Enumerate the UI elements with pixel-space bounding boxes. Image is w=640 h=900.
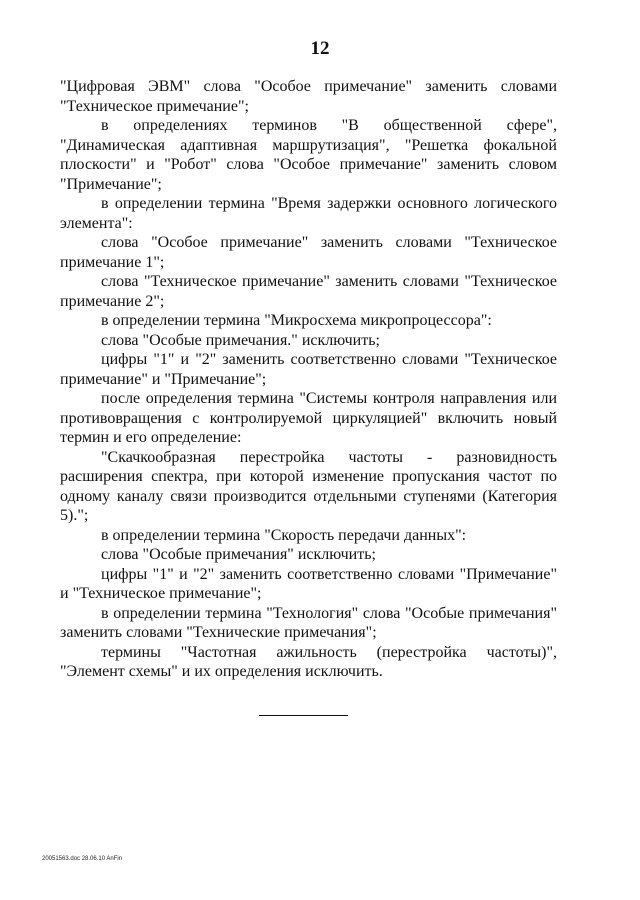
paragraph: в определении термина "Скорость передачи данных": xyxy=(101,526,467,544)
paragraph: слова "Техническое примечание" заменить словами "Техническое примечание 2"; xyxy=(60,273,557,310)
end-of-text-rule xyxy=(259,715,348,716)
paragraph: "Цифровая ЭВМ" слова "Особое примечание" заменить словами "Техническое примечание"; xyxy=(60,78,557,115)
paragraph: слова "Особое примечание" заменить словами "Техническое примечание 1"; xyxy=(60,234,557,271)
paragraph: цифры "1" и "2" заменить соответственно словами "Техническое примечание" и "Примечание"; xyxy=(60,351,557,388)
paragraph: цифры "1" и "2" заменить соответственно словами "Примечание" и "Техническое примечание"; xyxy=(60,565,557,602)
paragraph: в определениях терминов "В общественной сфере", "Динамическая адаптивная маршрутизация", "Решетка фокальной плоскости" и "Робот" слова "Особое примечание" заменить словом "Примечание"; xyxy=(60,117,557,193)
paragraph: слова "Особые примечания" исключить; xyxy=(101,546,376,563)
paragraph: после определения термина "Системы контроля направления или противовращения с контролируемой циркуляцией" включить новый термин и его определение: xyxy=(60,390,557,446)
paragraph: слова "Особые примечания." исключить; xyxy=(101,331,380,349)
paragraph: в определении термина "Микросхема микропроцессора": xyxy=(101,312,492,329)
paragraph: термины "Частотная ажильность (перестройка частоты)", "Элемент схемы" и их определения исключить. xyxy=(60,643,557,680)
document-body xyxy=(60,77,557,682)
paragraph: в определении термина "Технология" слова "Особые примечания" заменить словами "Технические примечания"; xyxy=(60,604,557,641)
paragraph: "Скачкообразная перестройка частоты - разновидность расширения спектра, при которой изменение пропускания частот по одному каналу связи производится отдельными ступенями (Категория 5)."; xyxy=(60,448,557,524)
footer-file-reference: 20051563.doc 28.06.10 AnFin xyxy=(42,856,123,862)
page-number: 12 xyxy=(310,38,330,59)
paragraph: в определении термина "Время задержки основного логического элемента": xyxy=(60,195,557,232)
